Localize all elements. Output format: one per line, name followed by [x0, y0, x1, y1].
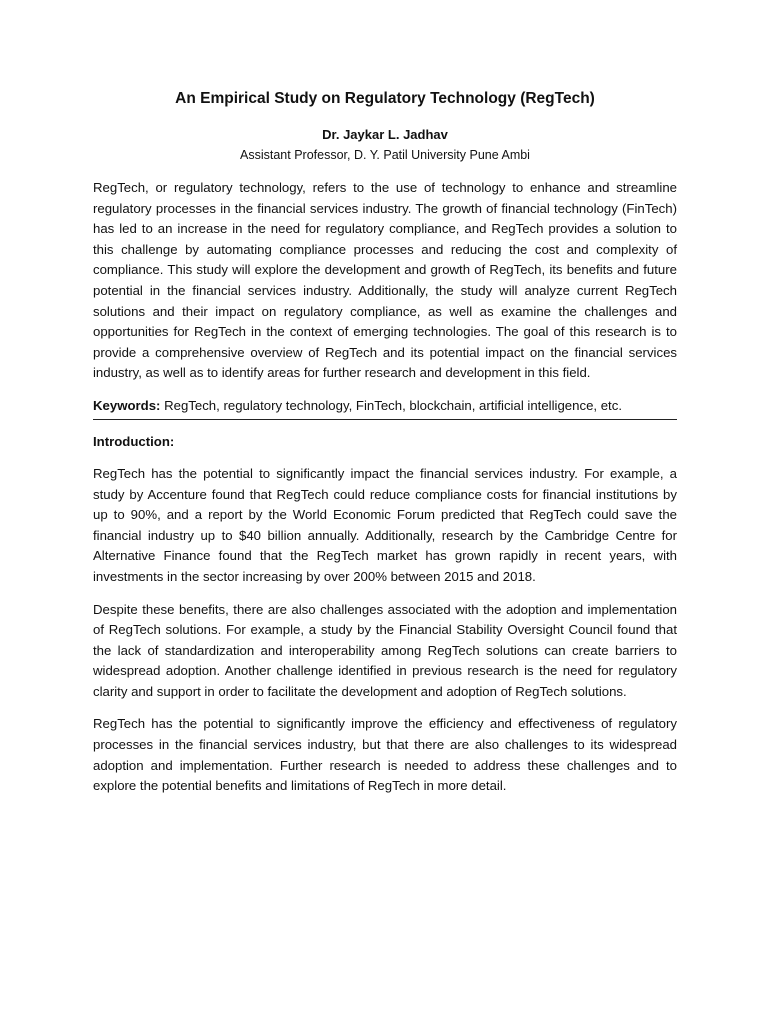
introduction-heading: Introduction:	[93, 433, 175, 449]
author-name: Dr. Jaykar L. Jadhav	[322, 127, 448, 142]
intro-paragraph-2: Despite these benefits, there are also challenges associated with the adoption and implementation of RegTech solutions. For example, a study by the Financial Stability Oversight Council found that the lack of standardization and interoperability among RegTech solutions can create barriers to widespread adoption. Another challenge identified in previous research is the need for regulatory clarity and support in order to facilitate the development and adoption of RegTech solutions.	[93, 601, 677, 699]
abstract-paragraph: RegTech, or regulatory technology, refers to the use of technology to enhance and streamline regulatory processes in the financial services industry. The growth of financial technology (FinTech) has led to an increase in the need for regulatory compliance, and RegTech provides a solution to this challenge by automating compliance processes and reducing the cost and complexity of compliance. This study will explore the development and growth of RegTech, its benefits and future potential in the financial services industry. Additionally, the study will analyze current RegTech solutions and their impact on regulatory compliance, as well as examine the challenges and opportunities for RegTech in the context of emerging technologies. The goal of this research is to provide a comprehensive overview of RegTech and its potential impact on the financial services industry, as well as to identify areas for further research and development in this field.	[93, 180, 677, 381]
author-affiliation: Assistant Professor, D. Y. Patil University Pune Ambi	[240, 148, 530, 162]
intro-paragraph-3: RegTech has the potential to significantly improve the efficiency and effectiveness of regulatory processes in the financial services industry, but that there are also challenges to its widespread adoption and implementation. Further research is needed to address these challenges and to explore the potential benefits and limitations of RegTech in more detail.	[93, 716, 677, 794]
paper-page	[93, 88, 677, 809]
keywords-text: RegTech, regulatory technology, FinTech, blockchain, artificial intelligence, etc.	[164, 397, 622, 413]
paper-title: An Empirical Study on Regulatory Technology (RegTech)	[175, 90, 595, 107]
intro-paragraph-1: RegTech has the potential to significantly impact the financial services industry. For example, a study by Accenture found that RegTech could reduce compliance costs for financial institutions by up to 90%, and a report by the World Economic Forum predicted that RegTech could save the financial industry up to $40 billion annually. Additionally, research by the Cambridge Centre for Alternative Finance found that the RegTech market has grown rapidly in recent years, with investments in the sector increasing by over 200% between 2015 and 2018.	[93, 465, 677, 584]
keywords-line	[93, 396, 677, 420]
keywords-label: Keywords:	[93, 397, 161, 413]
